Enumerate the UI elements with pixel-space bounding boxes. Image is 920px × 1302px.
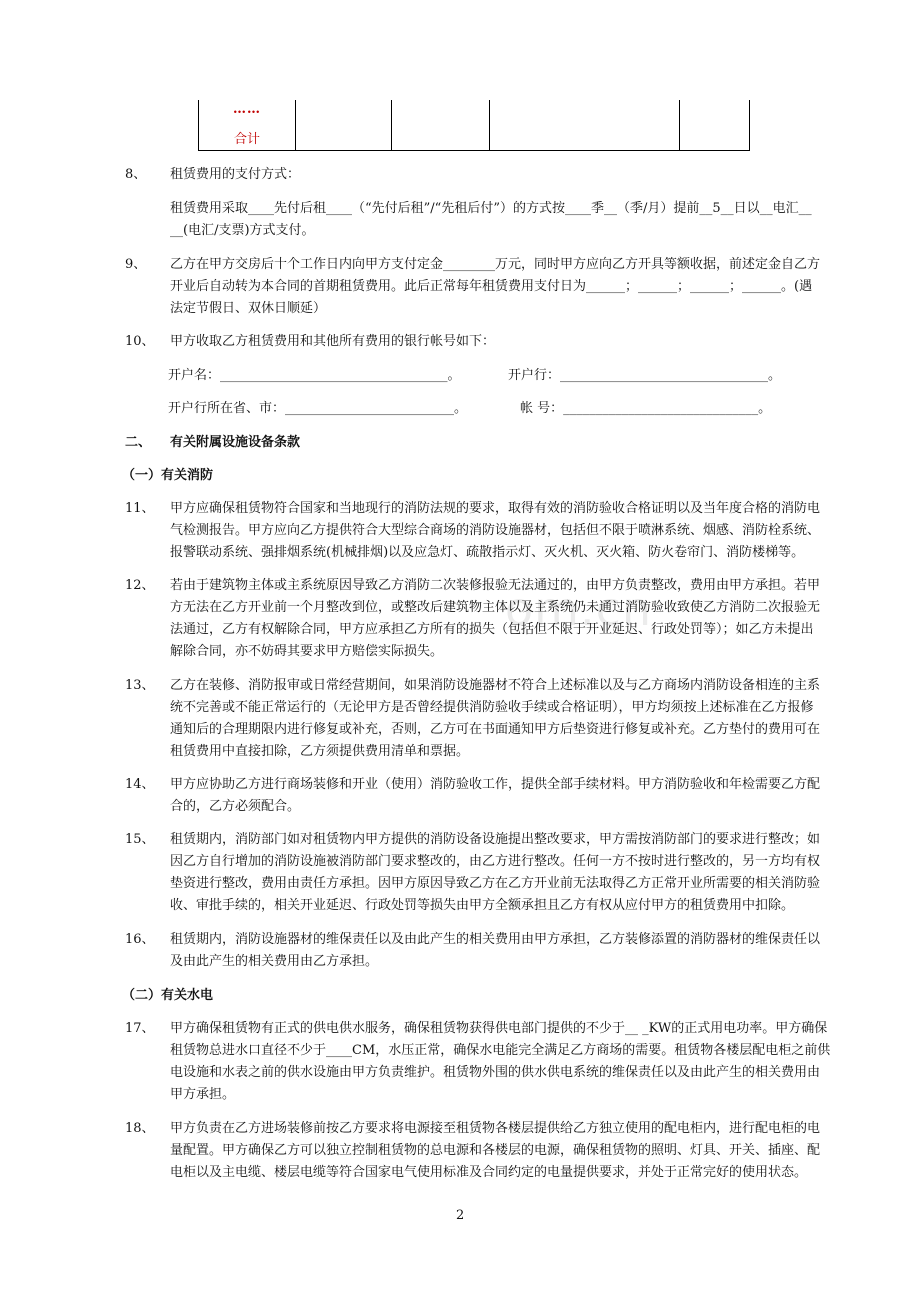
- item-text: 气检测报告。甲方应向乙方提供符合大型综合商场的消防设施器材，包括但不限于喷淋系统、烟感、消防栓系统、: [170, 523, 821, 538]
- item-text: 电设施和水表之前的供水设施由甲方负责维护。租赁物外围的供水供电系统的维保责任以及由此产生的相关费用由: [170, 1065, 821, 1080]
- watermark: om.cn: [505, 582, 653, 636]
- item-number: 11、: [125, 501, 155, 516]
- item-text: 租赁费用中直接扣除，乙方须提供费用清单和票据。: [170, 744, 470, 759]
- table-total-label: 合计: [233, 132, 260, 147]
- item-text: 报警联动系统、强排烟系统(机械排烟)以及应急灯、疏散指示灯、灭火机、灭火箱、防火卷帘门、消防楼梯等。: [170, 545, 805, 560]
- item-text: 统不完善或不能正常运行的（无论甲方是否曾经提供消防验收手续或合格证明），甲方均须按上述标准在乙方报修: [170, 700, 814, 715]
- subsection-title: （一）有关消防: [122, 468, 214, 483]
- item-text: 合的，乙方必须配合。: [170, 799, 301, 814]
- item-number: 17、: [125, 1021, 155, 1036]
- item-text: 甲方应确保租赁物符合国家和当地现行的消防法规的要求，取得有效的消防验收合格证明以及当年度合格的消防电: [170, 501, 821, 516]
- item-number: 15、: [125, 832, 155, 847]
- item-text: 法通过，乙方有权解除合同，甲方应承担乙方所有的损失（包括但不限于开业延迟、行政处罚等）；如乙方未提出: [170, 622, 814, 637]
- item-text: 垫资进行整改，费用由责任方承担。因甲方原因导致乙方在乙方开业前无法取得乙方正常开业所需要的相关消防验: [170, 876, 821, 891]
- page-number: 2: [456, 1208, 465, 1223]
- item-text: 收、审批手续的，相关开业延迟、行政处罚等损失由甲方全额承担且乙方有权从应付甲方的租赁费用中扣除。: [170, 898, 795, 913]
- table-ellipsis: ……: [233, 102, 261, 117]
- item-text: 方无法在乙方开业前一个月整改到位，或整改后建筑物主体以及主系统仍未通过消防验收致使乙方消防二次报验无: [170, 600, 821, 615]
- item-text: 解除合同，亦不妨碍其要求甲方赔偿实际损失。: [170, 644, 444, 659]
- table-col-divider: [489, 100, 490, 150]
- item-text: 通知后的合理期限内进行修复或补充，否则，乙方可在书面通知甲方后垫资进行修复或补充。乙方垫付的费用可在: [170, 722, 821, 737]
- item-text: 租赁费用的支付方式：: [170, 167, 301, 182]
- item-text: 量配置。甲方确保乙方可以独立控制租赁物的总电源和各楼层的电源，确保租赁物的照明、灯具、开关、插座、配: [170, 1143, 821, 1158]
- item-number: 12、: [125, 578, 155, 593]
- item-text: 乙方在装修、消防报审或日常经营期间，如果消防设施器材不符合上述标准以及与乙方商场内消防设备相连的主系: [170, 678, 821, 693]
- item-number: 14、: [125, 777, 155, 792]
- table-col-divider: [391, 100, 392, 150]
- item-text: 甲方收取乙方租赁费用和其他所有费用的银行帐号如下：: [170, 334, 496, 349]
- item-text: 甲方应协助乙方进行商场装修和开业（使用）消防验收工作，提供全部手续材料。甲方消防验收和年检需要乙方配: [170, 777, 821, 792]
- item-text: 租赁费用采取____先付后租____（“先付后租”/“先租后付”）的方式按____季__（季/月）提前__5__日以__电汇__: [170, 201, 812, 216]
- subsection-title: （二）有关水电: [122, 988, 214, 1003]
- table-col-divider: [295, 100, 296, 150]
- item-text: 甲方承担。: [170, 1087, 236, 1102]
- fee-table-fragment: [198, 100, 750, 151]
- item-text: 电柜以及主电缆、楼层电缆等符合国家电气使用标准及合同约定的电量提供要求，并处于正常完好的使用状态。: [170, 1165, 808, 1180]
- item-text: 开业后自动转为本合同的首期租赁费用。此后正常每年租赁费用支付日为______；______；______；______。(遇: [170, 279, 813, 294]
- item-number: 8、: [125, 167, 147, 182]
- item-text: 乙方在甲方交房后十个工作日内向甲方支付定金________万元，同时甲方应向乙方开具等额收据，前述定金自乙方: [170, 257, 821, 272]
- item-number: 18、: [125, 1121, 155, 1136]
- bank-province-city: 开户行所在省、市：__________________________。: [168, 401, 468, 416]
- item-text: 甲方确保租赁物有正式的供电供水服务，确保租赁物获得供电部门提供的不少于__ _KW的正式用电功率。甲方确保: [170, 1021, 828, 1036]
- bank-account-name: 开户名：___________________________________。: [168, 368, 461, 383]
- item-number: 16、: [125, 932, 155, 947]
- item-text: 若由于建筑物主体或主系统原因导致乙方消防二次装修报验无法通过的，由甲方负责整改，费用由甲方承担。若甲: [170, 578, 821, 593]
- item-text: __(电汇/支票)方式支付。: [170, 223, 315, 238]
- item-text: 租赁期内，消防部门如对租赁物内甲方提供的消防设备设施提出整改要求，甲方需按消防部门的要求进行整改；如: [170, 832, 821, 847]
- item-number: 10、: [125, 334, 155, 349]
- item-text: 甲方负责在乙方进场装修前按乙方要求将电源接至租赁物各楼层提供给乙方独立使用的配电柜内，进行配电柜的电: [170, 1121, 821, 1136]
- bank-name: 开户行：________________________________。: [508, 368, 782, 383]
- section-number: 二、: [125, 435, 152, 450]
- item-number: 9、: [125, 257, 147, 272]
- section-title: 有关附属设施设备条款: [170, 435, 301, 450]
- item-number: 13、: [125, 678, 155, 693]
- item-text: 租赁期内，消防设施器材的维保责任以及由此产生的相关费用由甲方承担，乙方装修添置的消防器材的维保责任以: [170, 932, 821, 947]
- item-text: 因乙方自行增加的消防设施被消防部门要求整改的，由乙方进行整改。任何一方不按时进行整改的，另一方均有权: [170, 854, 821, 869]
- item-text: 及由此产生的相关费用由乙方承担。: [170, 954, 379, 969]
- table-col-divider: [679, 100, 680, 150]
- item-text: 法定节假日、双休日顺延）: [170, 301, 327, 316]
- item-text: 租赁物总进水口直径不少于____CM，水压正常，确保水电能完全满足乙方商场的需要。租赁物各楼层配电柜之前供: [170, 1043, 831, 1058]
- bank-account-number: 帐 号：______________________________。: [520, 401, 772, 416]
